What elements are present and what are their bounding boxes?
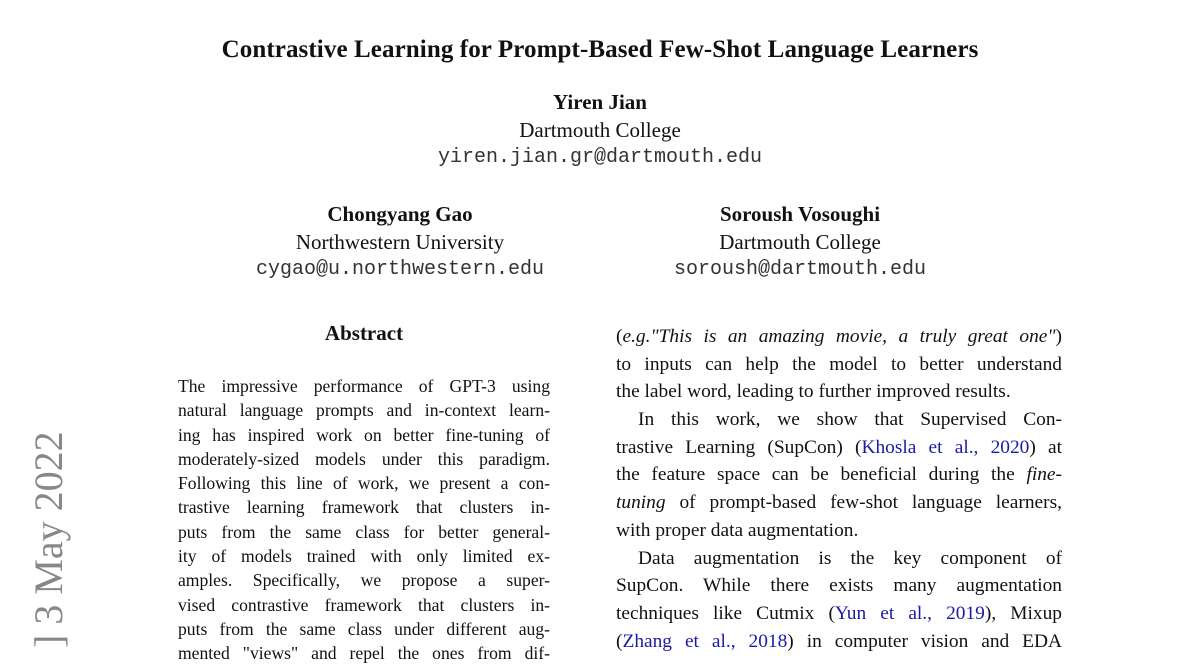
body-text: of prompt-based few-shot language learners,: [665, 492, 1062, 514]
abstract-line: vised contrastive framework that clusters in-: [178, 594, 550, 615]
author-affiliation: Northwestern University: [295, 230, 505, 254]
body-text: ) in computer vision and EDA: [787, 630, 1063, 652]
body-text: techniques like Cutmix (: [616, 602, 835, 624]
body-line: In this work, we show that Supervised Con-: [638, 409, 1062, 431]
author-affiliation: Dartmouth College: [719, 230, 881, 254]
abstract-line: ity of models trained with only limited ex-: [178, 546, 550, 567]
author-email[interactable]: yiren.jian.gr@dartmouth.edu: [437, 146, 763, 169]
body-text: (: [616, 630, 623, 652]
body-line: Data augmentation is the key component of: [638, 547, 1062, 569]
abstract-line: The impressive performance of GPT-3 using: [178, 376, 550, 396]
author-email[interactable]: cygao@u.northwestern.edu: [255, 258, 545, 281]
abstract-line: natural language prompts and in-context learn-: [178, 400, 550, 421]
body-text: (: [616, 326, 623, 347]
abstract-line: mented "views" and repel the ones from dif-: [178, 643, 550, 664]
body-line: [616, 323, 1062, 351]
body-text: ) at: [1029, 436, 1062, 458]
abstract-line: Following this line of work, we present a con-: [178, 473, 550, 494]
author-name: Soroush Vosoughi: [719, 202, 881, 226]
abstract-line: amples. Specifically, we propose a super-: [178, 570, 550, 591]
author-block-3: [600, 200, 1000, 284]
author-affiliation: Dartmouth College: [519, 118, 681, 142]
body-text: the feature space can be beneficial during the: [616, 464, 1027, 486]
body-line: [616, 628, 1062, 656]
body-text: trastive Learning (SupCon) (: [616, 436, 862, 458]
abstract-heading: Abstract: [324, 321, 404, 345]
emphasis-text: tuning: [616, 492, 666, 514]
body-text-column: [616, 323, 1062, 655]
author-name: Yiren Jian: [553, 90, 647, 114]
author-email[interactable]: soroush@dartmouth.edu: [673, 258, 927, 281]
abstract-line: trastive learning framework that clusters in-: [178, 497, 550, 518]
body-line: [616, 434, 1062, 462]
abstract-line: ing has inspired work on better fine-tuning of: [178, 424, 550, 445]
abstract-line: puts from the same class under different aug-: [178, 618, 550, 639]
body-line: [616, 461, 1062, 489]
citation-link[interactable]: Khosla et al., 2020: [861, 436, 1030, 458]
body-line: to inputs can help the model to better understand: [616, 353, 1062, 375]
abstract-line: puts from the same class for better general-: [178, 521, 550, 542]
body-line: the label word, leading to further improved results.: [616, 381, 1011, 403]
body-line: [616, 489, 1062, 517]
paper-title: Contrastive Learning for Prompt-Based Few-Shot Language Learners: [221, 36, 979, 63]
author-block-2: [200, 200, 600, 284]
body-line: SupCon. While there exists many augmentation: [616, 575, 1062, 597]
body-text: ), Mixup: [984, 602, 1062, 624]
emphasis-text: fine-: [1026, 464, 1062, 486]
author-name: Chongyang Gao: [327, 202, 473, 226]
citation-link[interactable]: Zhang et al., 2018: [622, 630, 788, 652]
abstract-body: [178, 374, 550, 666]
arxiv-side-stamp: ] 3 May 2022: [26, 431, 71, 648]
body-line: with proper data augmentation.: [616, 519, 859, 541]
body-text: ): [1055, 326, 1062, 347]
author-block-1: [300, 88, 900, 172]
abstract-line: moderately-sized models under this paradigm.: [178, 448, 550, 469]
example-quote: e.g."This is an amazing movie, a truly great one": [622, 326, 1056, 347]
body-line: [616, 600, 1062, 628]
citation-link[interactable]: Yun et al., 2019: [834, 602, 985, 624]
